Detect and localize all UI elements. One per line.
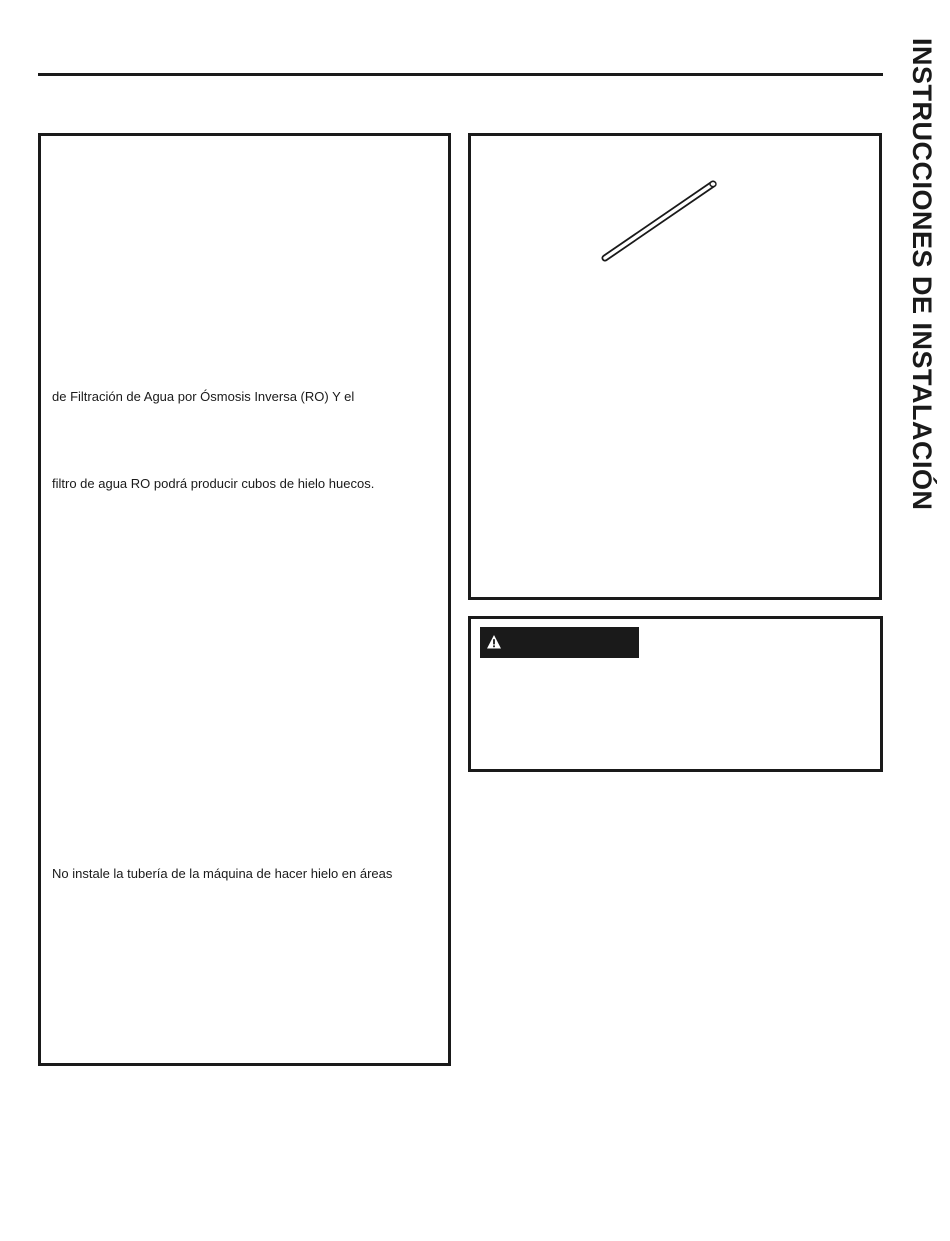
side-section-title: INSTRUCCIONES DE INSTALACIÓN — [907, 38, 937, 511]
warning-triangle-icon — [486, 634, 502, 650]
paragraph-line-hollow-ice: filtro de agua RO podrá producir cubos de hielo huecos. — [52, 476, 375, 491]
warning-badge — [480, 627, 639, 658]
top-divider-rule — [38, 73, 883, 76]
left-text-panel — [38, 133, 451, 1066]
paragraph-line-tubing-areas: No instale la tubería de la máquina de hacer hielo en áreas — [52, 866, 393, 881]
tubing-illustration — [471, 136, 879, 597]
paragraph-line-ro-filtration: de Filtración de Agua por Ósmosis Inversa (RO) Y el — [52, 389, 355, 404]
tubing-illustration-panel — [468, 133, 882, 600]
warning-panel — [468, 616, 883, 772]
